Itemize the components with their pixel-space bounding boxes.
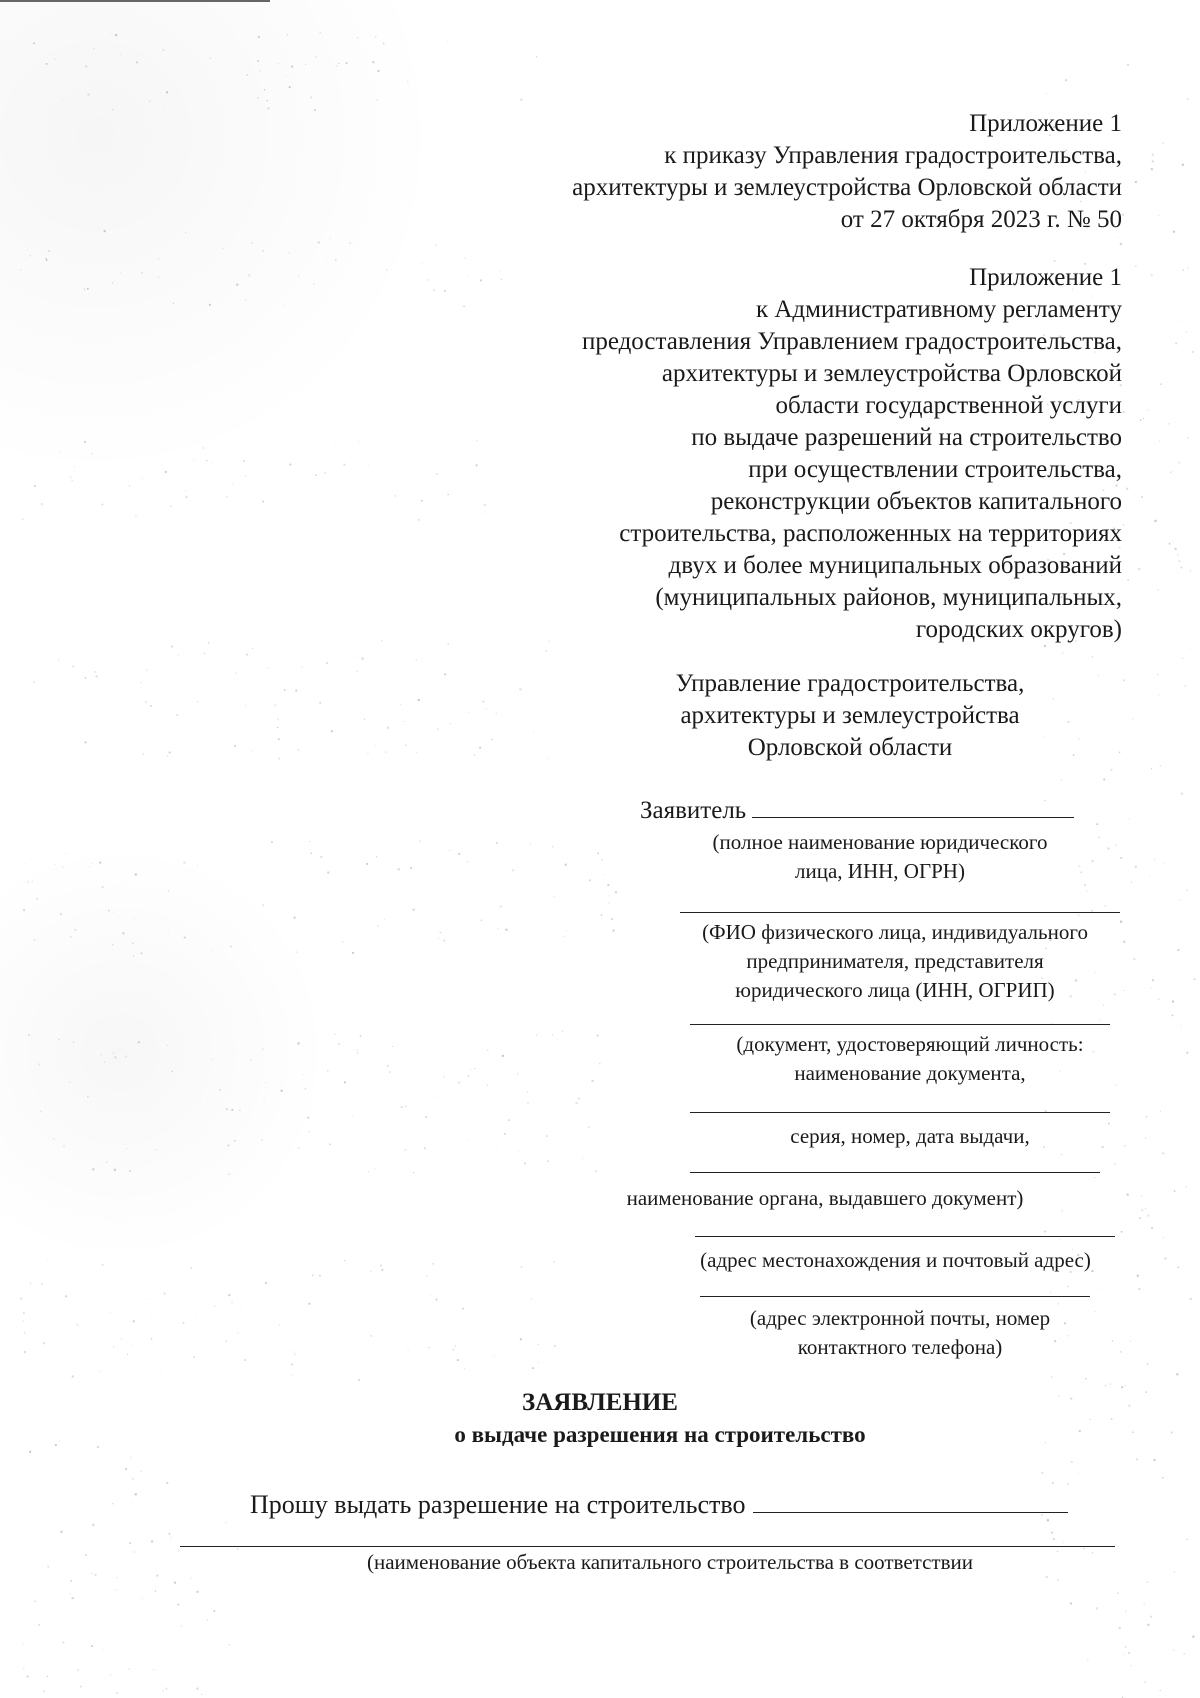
applicant-row: [640, 795, 1074, 827]
request-row: [250, 1488, 1068, 1521]
identity-doc-field[interactable]: [690, 1024, 1110, 1025]
annex-regulation-line: Приложение 1: [969, 264, 1122, 291]
object-caption: [300, 1548, 1040, 1577]
construction-object-field[interactable]: [753, 1488, 1068, 1513]
annex-order-line: Приложение 1: [969, 110, 1122, 137]
caption-line: (ФИО физического лица, индивидуального: [702, 920, 1088, 944]
authority-line: Орловской области: [747, 734, 953, 761]
annex-regulation-line: двух и более муниципальных образований: [668, 552, 1122, 579]
annex-regulation-line: городских округов): [915, 616, 1122, 643]
annex-regulation-line: реконструкции объектов капитального: [710, 488, 1122, 515]
caption-line: наименование документа,: [794, 1061, 1026, 1085]
caption-line: лица, ИНН, ОГРН): [795, 859, 965, 883]
authority-line: Управление градостроительства,: [675, 670, 1025, 697]
individual-caption: [670, 918, 1120, 1005]
caption-line: (адрес электронной почты, номер: [749, 1306, 1051, 1330]
statement-title: ЗАЯВЛЕНИЕ: [522, 1389, 678, 1416]
annex-regulation-line: архитектуры и землеустройства Орловской: [661, 360, 1122, 387]
annex-regulation-line: к Административному регламенту: [755, 296, 1122, 323]
applicant-name-field[interactable]: [752, 795, 1074, 818]
caption-line: (документ, удостоверяющий личность:: [736, 1032, 1084, 1056]
annex-regulation-block: [582, 262, 1122, 646]
issuer-caption: [590, 1184, 1060, 1213]
annex-order-line: от 27 октября 2023 г. № 50: [840, 206, 1122, 233]
caption-line: (наименование объекта капитального строительства в соответствии: [367, 1550, 973, 1574]
legal-entity-caption: [660, 828, 1100, 886]
address-caption: [668, 1246, 1123, 1275]
statement-subtitle: о выдаче разрешения на строительство: [454, 1422, 866, 1447]
identity-doc-caption: [690, 1030, 1130, 1088]
annex-regulation-line: строительства, расположенных на территориях: [619, 520, 1122, 547]
object-name-field[interactable]: [180, 1546, 1115, 1547]
authority-line: архитектуры и землеустройства: [680, 702, 1020, 729]
addressee-authority: [620, 668, 1080, 764]
contact-caption: [710, 1304, 1090, 1362]
annex-regulation-line: при осуществлении строительства,: [748, 456, 1122, 483]
address-field[interactable]: [695, 1236, 1115, 1237]
caption-line: наименование органа, выдавшего документ): [626, 1186, 1024, 1210]
contact-field[interactable]: [700, 1296, 1090, 1297]
series-caption: [690, 1122, 1130, 1151]
annex-regulation-line: области государственной услуги: [775, 392, 1122, 419]
request-text: Прошу выдать разрешение на строительство: [250, 1490, 746, 1519]
scan-edge-line: [0, 0, 270, 2]
caption-line: серия, номер, дата выдачи,: [790, 1124, 1030, 1148]
caption-line: предпринимателя, представителя: [746, 949, 1044, 973]
caption-line: контактного телефона): [797, 1335, 1003, 1359]
applicant-label: Заявитель: [640, 797, 747, 824]
series-number-field[interactable]: [690, 1112, 1110, 1113]
annex-regulation-line: (муниципальных районов, муниципальных,: [655, 584, 1122, 611]
annex-regulation-line: по выдаче разрешений на строительство: [691, 424, 1122, 451]
caption-line: (адрес местонахождения и почтовый адрес): [700, 1248, 1091, 1272]
annex-order-line: архитектуры и землеустройства Орловской области: [572, 174, 1122, 201]
annex-order-block: [572, 108, 1122, 236]
annex-regulation-line: предоставления Управлением градостроительства,: [581, 328, 1122, 355]
individual-name-field[interactable]: [680, 912, 1120, 913]
caption-line: юридического лица (ИНН, ОГРИП): [735, 978, 1055, 1002]
annex-order-line: к приказу Управления градостроительства,: [664, 142, 1122, 169]
issuer-field[interactable]: [690, 1172, 1100, 1173]
caption-line: (полное наименование юридического: [712, 830, 1048, 854]
